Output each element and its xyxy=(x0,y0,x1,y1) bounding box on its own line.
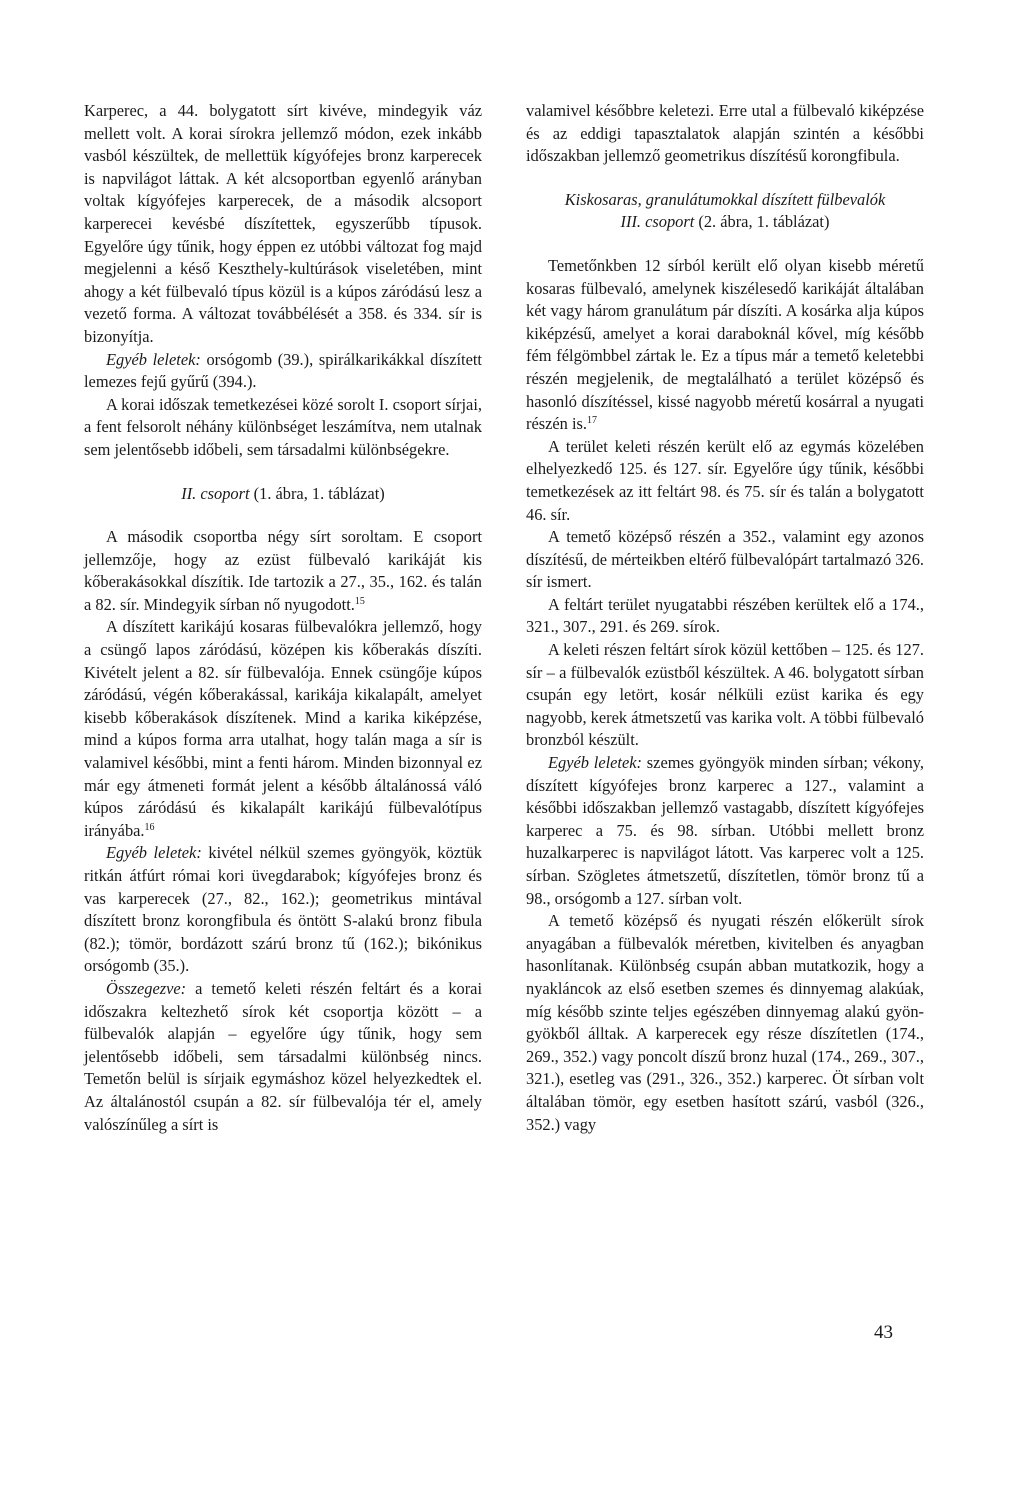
paragraph: valamivel későbbre keletezi. Erre utal a fülbevaló kiképzése és az eddigi tapasztalatok alapján szintén a későbbi időszakban jellemző geometrikus díszítésű korongfibula. xyxy=(526,101,924,166)
footnote-ref: 16 xyxy=(144,821,155,833)
paragraph: A korai időszak temetkezései közé sorolt I. csoport sírjai, a fent felsorolt néhány különbséget leszámítva, nem utalnak sem jelentősebb időbeli, sem társadalmi különbségekre. xyxy=(84,394,482,459)
paragraph: A temető középső és nyugati részén előkerült sírok anyagában a fülbevalók méretben, kivitelben és anyagban hasonlítanak. Különbség csupán abban mutatkozik, hogy a nyakláncok az első esetben szemes és dinnyemag alakúak, míg később szinte teljes egészében dinnyemag alakú gyöngyökből álltak. A karperecek egy része díszítetlen (174., 269., 352.) vagy poncolt díszű bronz huzal (174., 269., 307., 321.), esetleg vas (291., 326., 352.) karperec. Öt sírban volt általában tömör, egy esetben hasított szárú, vasból (326., 352.) vagy xyxy=(526,911,924,1134)
paragraph: Karperec, a 44. bolygatott sírt kivéve, mindegyik váz mellett volt. A korai sírokra jellemző módon, ezek inkább vasból készültek, de mellettük kígyófejes bronz karperecek is napvilágot láttak. A két alcsoportban egyenlő arányban voltak kígyófejes karperecek, de a második alcsoport karperecei kevésbé díszítettek, egyszerűbb típusok. Egyelőre úgy tűnik, hogy éppen ez utóbbi változat fog majd megjelenni a késő Keszthely-kultúrások viseletében, mint ahogy a két fülbevaló típus közül is a kúpos záródású lesz a vezető forma. A változat továbbélését a 358. és 334. sír is bizonyítja. xyxy=(84,101,482,346)
page-number: 43 xyxy=(874,1322,893,1343)
italic-label: Egyéb leletek: xyxy=(106,349,201,369)
right-column xyxy=(526,100,924,1136)
paragraph xyxy=(84,842,482,978)
footnote-ref: 17 xyxy=(587,415,597,427)
paragraph-text: Temetőnkben 12 sírból került elő olyan kisebb méretű kosaras fülbevaló, amelynek kiszélesedő karikáját általában két vagy három granulátum pár díszíti. A kosárka alja kúpos kiképzésű, amelyet a korai daraboknál kővel, míg később fém félgömbbel zártak le. Ez a típus már a temető keletebbi részén megjelenik, de megtalálható a terület középső és hasonló díszítéssel, kissé nagyobb méretű kosárral a nyugati részén is. xyxy=(526,255,924,434)
section-heading-iii xyxy=(526,189,924,234)
paragraph-text: szemes gyöngyök minden sírban; vékony, díszített kígyófejes bronz karperec a 127., valamint a későbbi időszakban jellemző vastagabb, díszített kígyófejes karperec a 75. és 98. sírban. Utóbbi mellett bronz huzalkarperec is napvilágot látott. Vas karperec volt a 125. sírban. Szögletes átmetszetű, díszítetlen, tömör bronz tű a 98., orsógomb a 127. sírban volt. xyxy=(526,753,924,908)
italic-label: Összegezve: xyxy=(106,978,187,998)
paragraph xyxy=(526,752,924,910)
paragraph xyxy=(84,978,482,1136)
heading-rest: (2. ábra, 1. táblázat) xyxy=(694,212,830,232)
paragraph xyxy=(84,349,482,394)
footnote-ref: 15 xyxy=(354,595,365,607)
paragraph: A feltárt terület nyugatabbi részében kerültek elő a 174., 321., 307., 291. és 269. sírok. xyxy=(526,594,924,637)
paragraph xyxy=(526,255,924,436)
paragraph-text: A díszített karikájú kosaras fülbevalókra jellemző, hogy a csüngő lapos záródású, középen kis kőberakás díszíti. Kivételt jelent a 82. sír fülbevalója. Ennek csüngője kúpos záródású, végén kőberakással, karikája kikalapált, amelyet kisebb kőberakások díszítenek. Mind a karika kiképzése, mind a kúpos forma arra utalhat, hogy talán maga a sír is valamivel későbbi, mint a fenti három. Minden bizonnyal ez már egy átmeneti formát jelent a később általánossá váló kúpos záródású és kikalapált karikájú fülbevalótípus irányába. xyxy=(84,617,482,840)
heading-italic: II. csoport xyxy=(181,483,250,503)
section-heading-ii xyxy=(84,483,482,506)
paragraph xyxy=(84,526,482,616)
italic-label: Egyéb leletek: xyxy=(548,753,642,773)
heading-italic: III. csoport xyxy=(620,212,695,232)
paragraph-text: kivétel nélkül szemes gyöngyök, köztük ritkán átfúrt római kori üvegdarabok; kígyófejes bronz és vas karperecek (27., 82., 162.); geometrikus mintával díszített bronz korongfibula és öntött S-alakú bronz fibula (82.); tömör, bordázott szárú bronz tű (162.); bikónikus orsógomb (35.). xyxy=(84,843,482,976)
heading-line1: Kiskosaras, granulátumokkal díszített fülbevalók xyxy=(564,189,886,209)
italic-label: Egyéb leletek: xyxy=(106,843,202,863)
paragraph xyxy=(84,616,482,842)
paragraph-text: A második csoportba négy sírt soroltam. E csoport jellemzője, hogy az ezüst fülbevaló karikáját kis kőberakásokkal díszítik. Ide tartozik a 27., 35., 162. és talán a 82. sír. Mindegyik sírban nő nyugodott. xyxy=(84,527,482,614)
paragraph-text: a temető keleti részén feltárt és a korai időszakra keltezhető sírok két csoportja között – a fülbevalók alapján – egyelőre úgy tűnik, hogy sem jelentősebb időbeli, sem társadalmi különbség nincs. Temetőn belül is sírjaik egymáshoz közel helyezkedtek el. Az általánostól csupán a 82. sír fülbevalója tér el, amely valószínűleg a sírt is xyxy=(84,978,482,1134)
paragraph: A terület keleti részén került elő az egymás közelében elhelyezkedő 125. és 127. sír. Egyelőre úgy tűnik, későbbi temetkezések az itt feltárt 98. és 75. sír és talán a bolygatott 46. sír. xyxy=(526,436,924,524)
paragraph: A temető középső részén a 352., valamint egy azonos díszítésű, de mérteikben eltérő fülbevalópárt tartalmazó 326. sír ismert. xyxy=(526,527,924,592)
heading-rest: (1. ábra, 1. táblázat) xyxy=(249,483,385,503)
paragraph: A keleti részen feltárt sírok közül kettőben – 125. és 127. sír – a fülbevalók ezüstből készültek. A 46. bolygatott sírban csupán egy letört, kosár nélküli ezüst karika és egy nagyobb, kerek átmetszetű vas karika volt. A többi fülbevaló bronzból készült. xyxy=(526,640,924,750)
paragraph-text: orsógomb (39.), spirálkarikákkal díszített lemezes fejű gyűrű (394.). xyxy=(84,349,482,392)
left-column xyxy=(84,100,482,1136)
